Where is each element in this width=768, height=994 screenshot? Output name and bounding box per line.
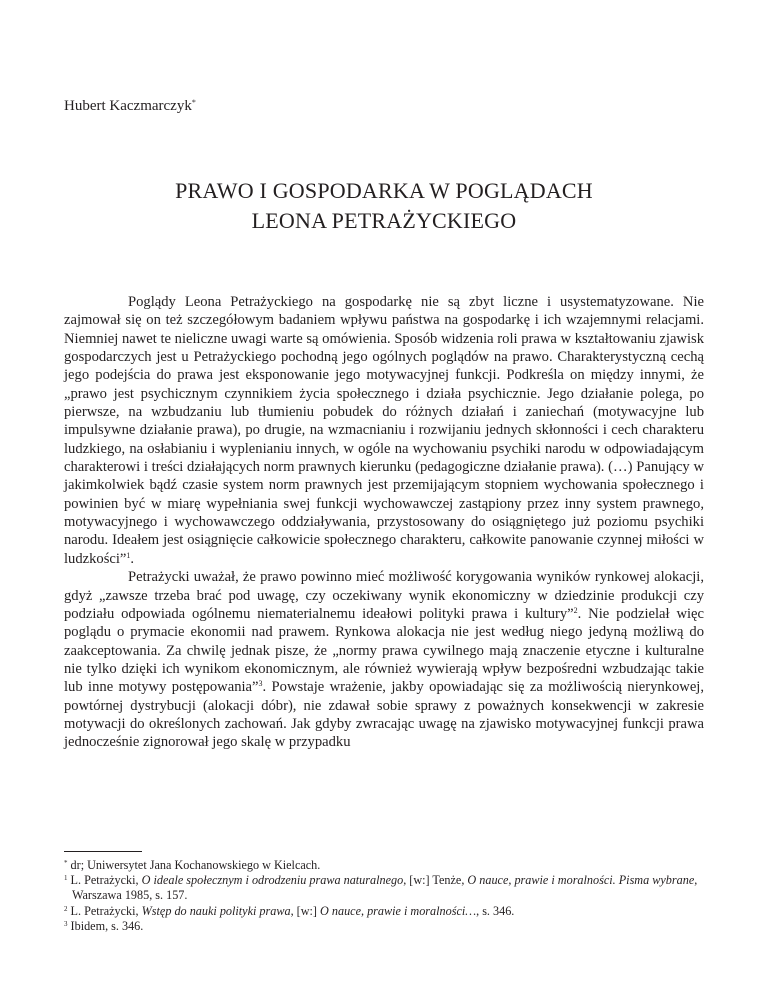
footnote-mark: 2 — [64, 904, 68, 913]
footnote-text: dr; Uniwersytet Jana Kochanowskiego w Kielcach. — [70, 858, 321, 872]
footnote-work-title: O nauce, prawie i moralności… — [320, 903, 477, 918]
paragraph-2 — [64, 568, 704, 751]
footnote-work-title: Wstęp do nauki polityki prawa — [141, 903, 291, 918]
footnote-author — [64, 858, 704, 873]
footnote-ref-3: 3 — [258, 679, 263, 689]
footnote-text: Ibidem, s. 346. — [70, 918, 144, 933]
footnote-mark: * — [64, 859, 68, 867]
footnotes — [64, 858, 704, 934]
footnote-work-title: O ideale społecznym i odrodzeniu prawa naturalnego — [141, 873, 404, 888]
footnote-3 — [64, 919, 704, 934]
article-body — [64, 293, 704, 752]
paragraph-1 — [64, 293, 704, 568]
paragraph-1-end: . — [130, 550, 135, 567]
footnote-2 — [64, 904, 704, 919]
footnote-text: , [w:] — [290, 903, 321, 918]
title-line-1: PRAWO I GOSPODARKA W POGLĄDACH — [175, 178, 593, 203]
footnote-text: , [w:] Tenże, — [403, 873, 468, 888]
footnote-mark: 1 — [64, 874, 68, 883]
paragraph-1-text: Poglądy Leona Petrażyckiego na gospodarkę nie są zbyt liczne i usystematyzowane. Nie zajmował się on też szczegółowym badaniem wpływu państwa na gospodarkę i ich wzajemnymi relacjami. Niemniej nawet te nieliczne uwagi warte są omówienia. Sposób widzenia roli prawa w kształtowaniu zjawisk gospodarczych jest u Petrażyckiego pochodną jego ogólnych poglądów na prawo. Charakterystyczną cechą jego podejścia do prawa jest eksponowanie jego motywacyjnej funkcji. Podkreśla on między innymi, że „prawo jest psychicznym czynnikiem życia społecznego i działa psychicznie. Jego działanie polega, po pierwsze, na wzbudzaniu lub tłumieniu pobudek do różnych działań i zaniechań (motywacyjne lub impulsywne działanie prawa), po drugie, na wzmacnianiu i rozwijaniu jednych skłonności i cech charakteru ludzkiego, na osłabianiu i wyplenianiu innych, w ogóle na wychowaniu psychiki narodu w odpowiadającym charakterowi i treści działających norm prawnych kierunku (pedagogiczne działanie prawa). (…) Panujący w jakimkolwiek bądź czasie system norm prawnych jest przemijającym stopniem wychowania społecznego i powinien być w miarę wypełniania swej funkcji wychowawczej zastąpiony przez inny system prawnego, motywacyjnego i wychowawczego oddziaływania, przystosowany do osiągniętego już poziomu psychiki narodu. Ideałem jest osiągnięcie całkowicie społecznego charakteru, całkowite panowanie czynnej miłości w ludzkości” — [64, 294, 704, 567]
article-title — [0, 176, 768, 236]
footnote-separator — [64, 851, 142, 852]
author-line — [64, 98, 196, 115]
footnote-work-title: O nauce, prawie i moralności. Pisma wybrane — [467, 873, 695, 888]
paragraph-2-part-1: Petrażycki uważał, że prawo powinno mieć możliwość korygowania wyników rynkowej alokacji, gdyż „zawsze trzeba brać pod uwagę, czy oczekiwany wynik ekonomiczny w dziedzinie produkcji czy podziału odpowiada ogólnemu niematerialnemu ideałowi polityki prawa i kultury” — [64, 569, 704, 622]
paragraph-2-part-2: . Nie podzielał więc poglądu o prymacie ekonomii nad prawem. Rynkowa alokacja nie jest według niego jedyną możliwą do zaakceptowania. Za chwilę jednak pisze, że „normy prawa cywilnego mają znaczenie etyczne i kulturalne nie tylko dzięki ich wynikom ekonomicznym, ale również wywierają wpływ bezpośredni wzbudzając takie lub inne motywy postępowania” — [64, 605, 704, 696]
footnote-text: , s. 346. — [476, 903, 515, 918]
footnote-ref-1: 1 — [126, 550, 131, 560]
author-name: Hubert Kaczmarczyk — [64, 98, 192, 114]
author-footnote-mark: * — [191, 98, 196, 107]
footnote-text: L. Petrażycki, — [70, 903, 142, 918]
paragraph-2-part-3: . Powstaje wrażenie, jakby opowiadając się za możliwością nierynkowej, powtórnej dystrybucji (alokacji dóbr), nie zdawał sobie sprawy z poważnych konsekwencji w zakresie motywacji do określonych zachowań. Jak gdyby zwracając uwagę na zjawisko motywacyjnej funkcji prawa jednocześnie zignorował jego skalę w przypadku — [64, 679, 705, 751]
footnote-1 — [64, 873, 704, 903]
footnote-text: , Warszawa 1985, s. 157. — [72, 873, 698, 903]
title-line-2: LEONA PETRAŻYCKIEGO — [251, 208, 517, 233]
footnote-ref-2: 2 — [573, 605, 578, 615]
footnote-text: L. Petrażycki, — [70, 873, 142, 888]
footnote-mark: 3 — [64, 919, 68, 928]
